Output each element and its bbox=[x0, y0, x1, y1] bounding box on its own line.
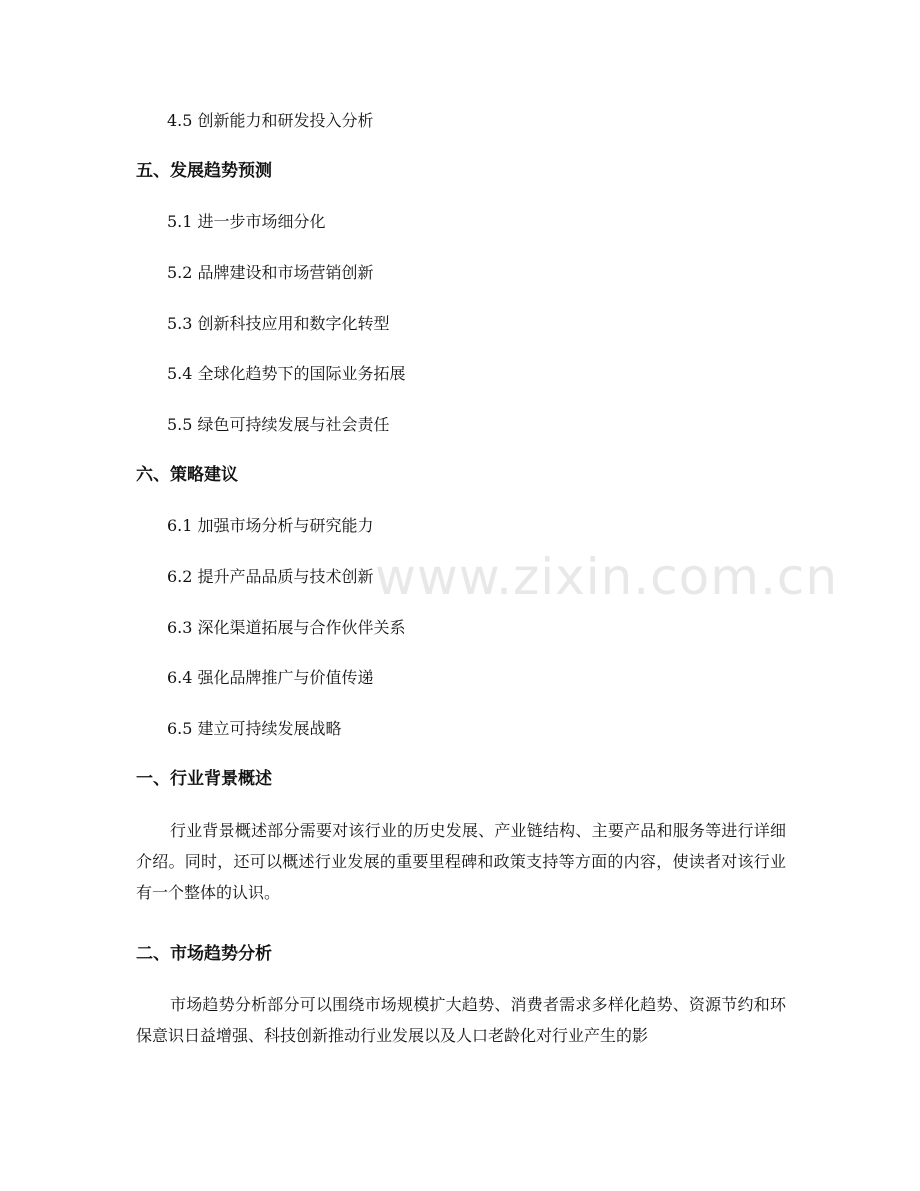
paragraph-market-trends: 市场趋势分析部分可以围绕市场规模扩大趋势、消费者需求多样化趋势、资源节约和环保意识日益增强、科技创新推动行业发展以及人口老龄化对行业产生的影 bbox=[136, 995, 786, 1045]
toc-item-5-5: 5.5 绿色可持续发展与社会责任 bbox=[167, 415, 390, 434]
paragraph-industry-background: 行业背景概述部分需要对该行业的历史发展、产业链结构、主要产品和服务等进行详细介绍。同时，还可以概述行业发展的重要里程碑和政策支持等方面的内容，使读者对该行业有一个整体的认识。 bbox=[136, 821, 786, 902]
toc-item-6-2: 6.2 提升产品品质与技术创新 bbox=[167, 567, 374, 586]
toc-item-6-3: 6.3 深化渠道拓展与合作伙伴关系 bbox=[167, 618, 406, 637]
toc-item-5-1: 5.1 进一步市场细分化 bbox=[167, 212, 326, 231]
toc-item-4-5: 4.5 创新能力和研发投入分析 bbox=[167, 111, 374, 130]
section-heading-1: 一、行业背景概述 bbox=[136, 769, 272, 789]
toc-item-6-1: 6.1 加强市场分析与研究能力 bbox=[167, 516, 374, 535]
toc-item-5-2: 5.2 品牌建设和市场营销创新 bbox=[167, 263, 374, 282]
toc-item-5-4: 5.4 全球化趋势下的国际业务拓展 bbox=[167, 364, 406, 383]
section-heading-5: 五、发展趋势预测 bbox=[136, 161, 272, 181]
toc-item-6-4: 6.4 强化品牌推广与价值传递 bbox=[167, 668, 374, 687]
toc-item-5-3: 5.3 创新科技应用和数字化转型 bbox=[167, 314, 390, 333]
section-heading-6: 六、策略建议 bbox=[136, 465, 238, 485]
watermark: www.zixin.com.cn bbox=[375, 548, 839, 606]
toc-item-6-5: 6.5 建立可持续发展战略 bbox=[167, 719, 342, 738]
section-heading-2: 二、市场趋势分析 bbox=[136, 944, 272, 964]
